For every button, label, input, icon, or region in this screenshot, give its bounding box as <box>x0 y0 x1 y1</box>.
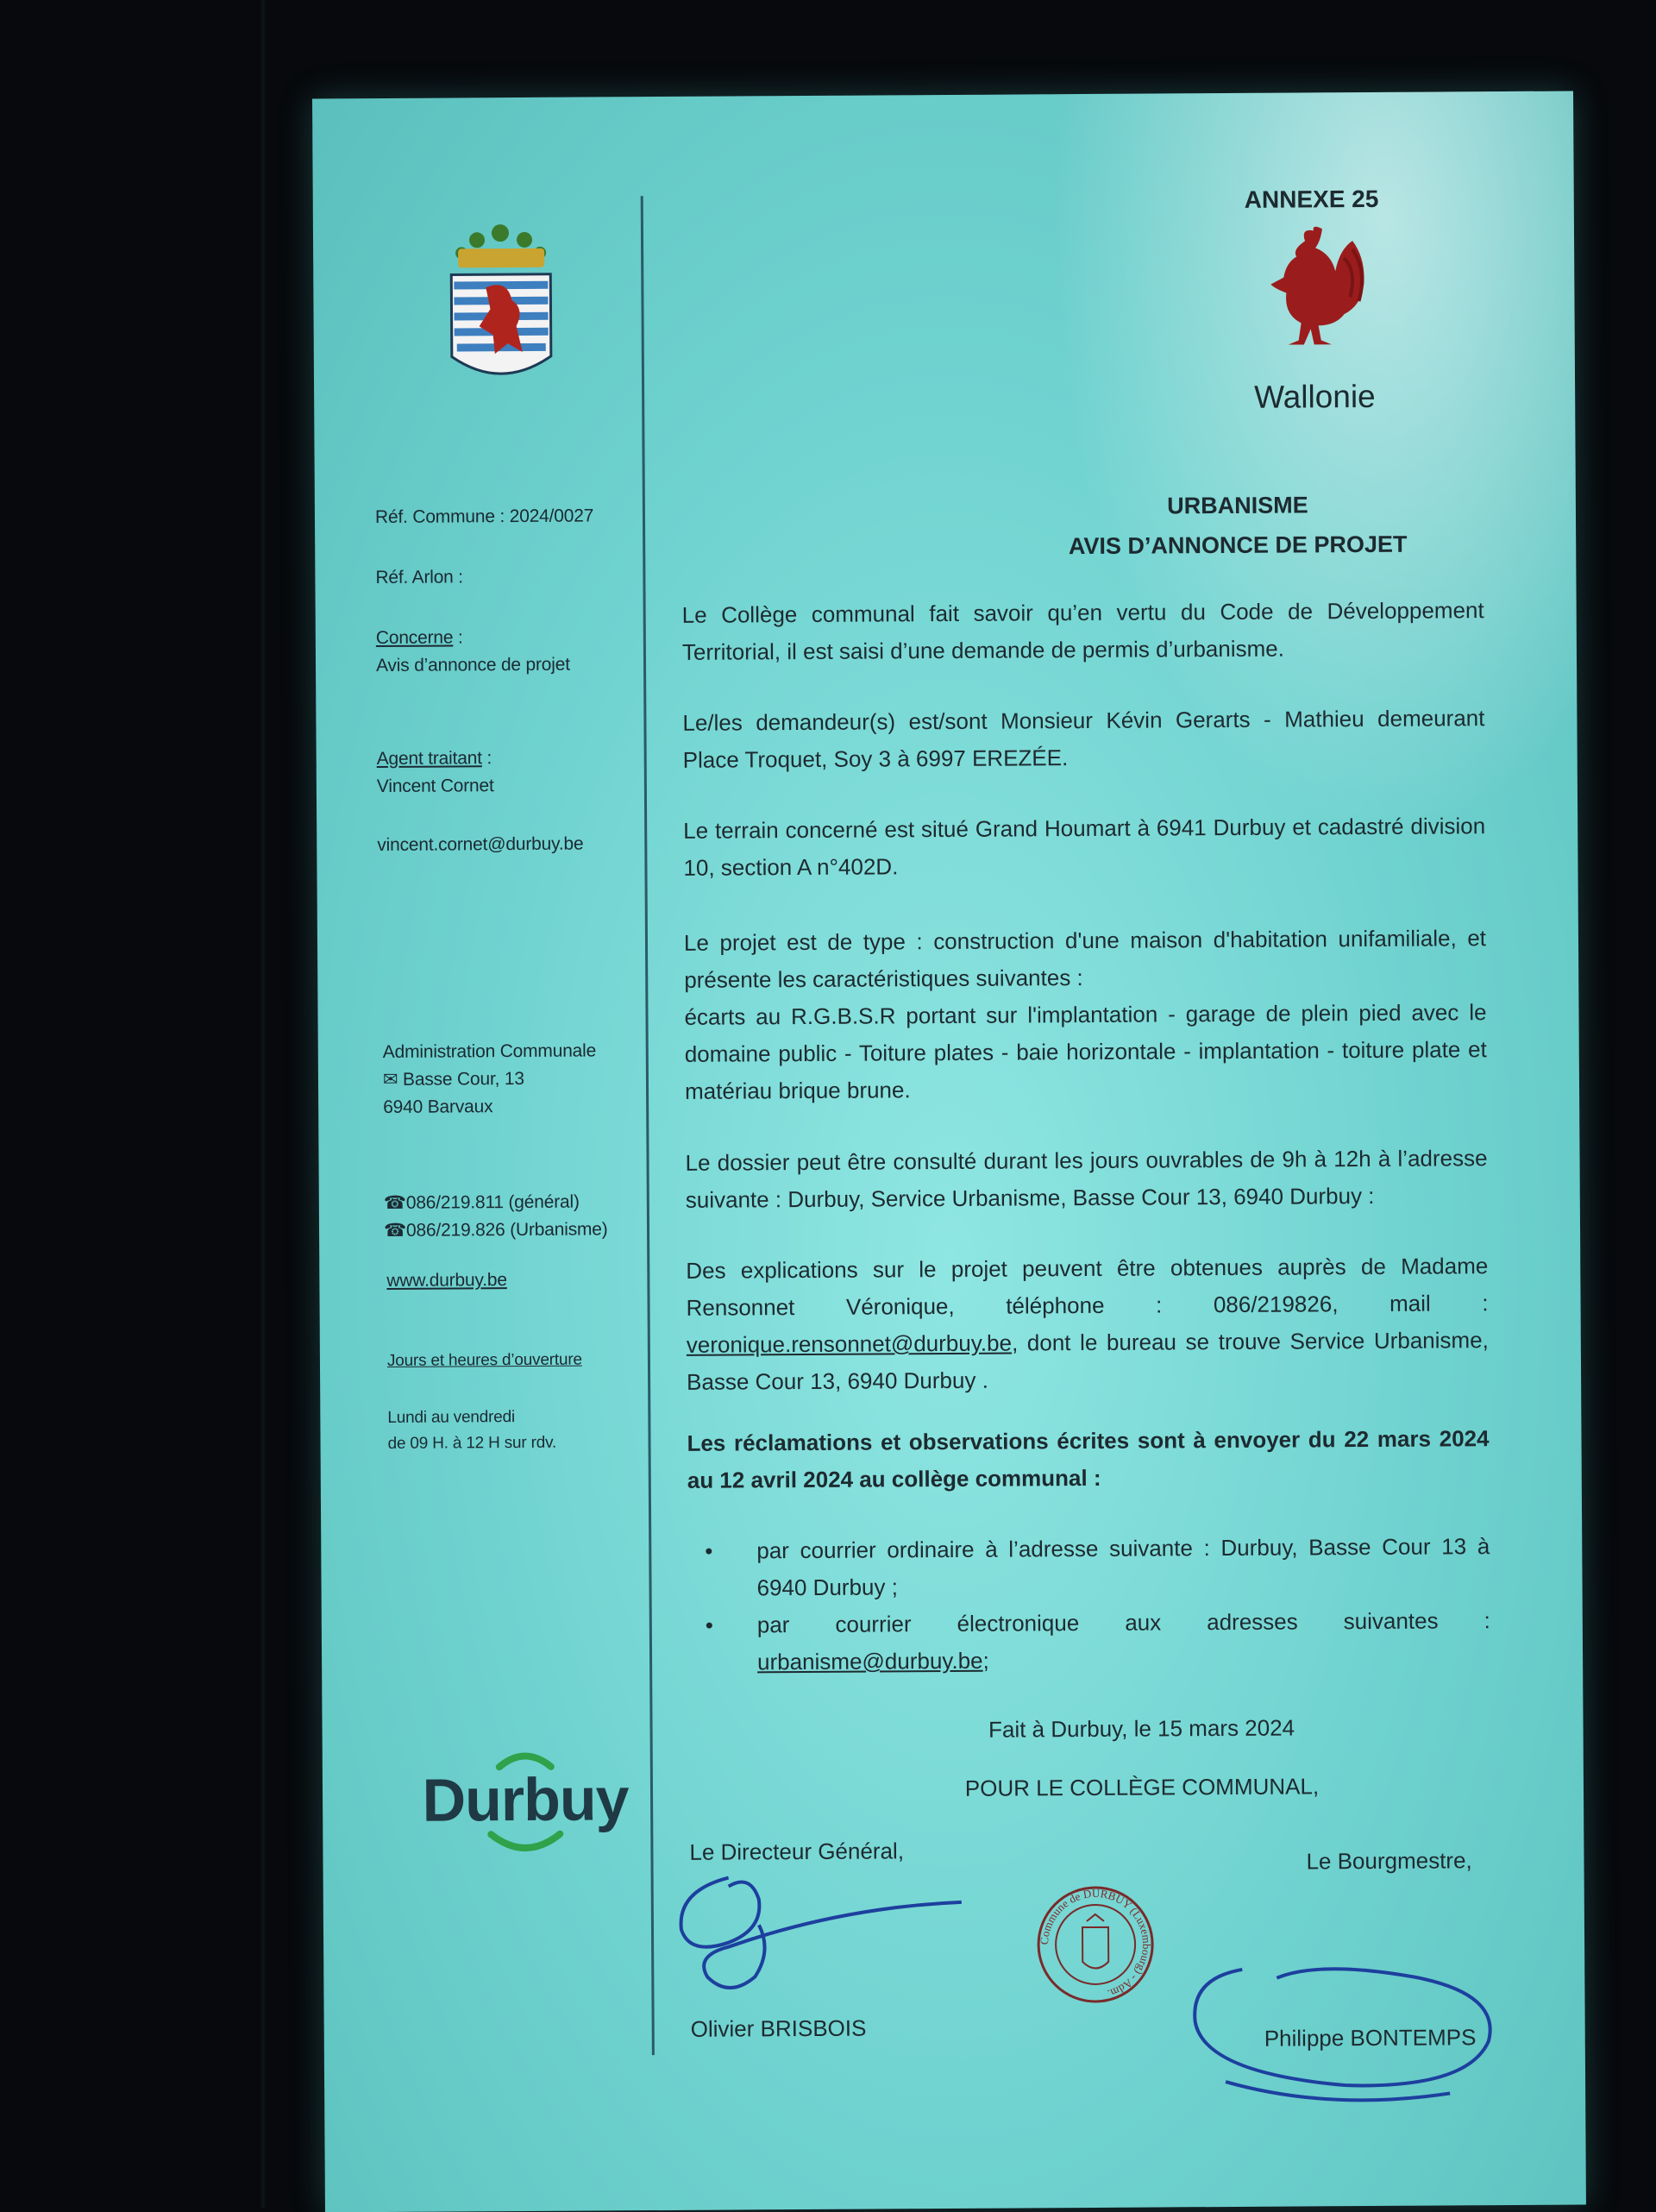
commune-seal <box>1031 1880 1161 2010</box>
bullet-email-text: par courrier électronique aux adresses suivantes : <box>756 1607 1490 1638</box>
paragraph-complaints: Les réclamations et observations écrites sont à envoyer du 22 mars 2024 au 12 avril 2024 au collège communal : <box>687 1425 1490 1493</box>
explanations-text: Des explications sur le projet peuvent être obtenues auprès de Madame Rensonnet Véronique, téléphone : 086/219826, mail : <box>686 1253 1489 1321</box>
opening-hours <box>387 1404 556 1457</box>
notice-poster <box>312 91 1586 2212</box>
director-title: Le Directeur Général, <box>689 1838 905 1865</box>
phone-general[interactable]: 086/219.811 (général) <box>405 1191 580 1213</box>
agent-colon: : <box>481 748 492 769</box>
website-link[interactable]: www.durbuy.be <box>386 1270 507 1291</box>
annexe-label: ANNEXE 25 <box>1244 185 1379 213</box>
mayor-title: Le Bourgmestre, <box>1306 1847 1472 1875</box>
durbuy-logo <box>417 1731 634 1863</box>
admin-street: Basse Cour, 13 <box>402 1068 524 1090</box>
bullet-email <box>688 1602 1491 1681</box>
reference-commune: Réf. Commune : 2024/0027 <box>374 506 594 528</box>
agent-label: Agent traitant <box>376 748 482 770</box>
coat-of-arms-icon <box>442 205 560 396</box>
rooster-icon <box>1253 223 1375 354</box>
college-line: POUR LE COLLÈGE COMMUNAL, <box>964 1773 1320 1801</box>
paragraph-explanations <box>686 1247 1489 1401</box>
concerne-colon: : <box>453 627 463 648</box>
phone-block <box>384 1188 608 1245</box>
logo-word: Durbuy <box>422 1765 629 1834</box>
paragraph-land: Le terrain concerné est situé Grand Houmart à 6941 Durbuy et cadastré division 10, section A n°402D. <box>683 813 1486 881</box>
bullet-postal <box>687 1528 1490 1607</box>
agent-name: Vincent Cornet <box>376 776 494 797</box>
paragraph-intro: Le Collège communal fait savoir qu’en vertu du Code de Développement Territorial, il est saisi d’une demande de permis d’urbanisme. <box>681 597 1484 665</box>
submission-methods <box>687 1528 1490 1681</box>
phone-urbanisme[interactable]: 086/219.826 (Urbanisme) <box>405 1219 608 1241</box>
display-frame-edge <box>259 0 267 2209</box>
title-line-1: URBANISME <box>1167 492 1308 519</box>
agent-email[interactable]: vincent.cornet@durbuy.be <box>377 833 584 856</box>
bullet-email-end: ; <box>982 1647 989 1674</box>
paragraph-applicant: Le/les demandeur(s) est/sont Monsieur Kévin Gerarts - Mathieu demeurant Place Troquet, Soy 3 à 6997 EREZÉE. <box>682 705 1485 773</box>
mayor-name: Philippe BONTEMPS <box>1264 2024 1477 2052</box>
reference-arlon: Réf. Arlon : <box>375 567 463 588</box>
concerne-label: Concerne <box>375 627 454 649</box>
opening-hours-title: Jours et heures d’ouverture <box>386 1350 582 1370</box>
phone-icon: ☎ <box>383 1192 406 1213</box>
admin-city: 6940 Barvaux <box>383 1097 493 1117</box>
concerne-value: Avis d’annonce de projet <box>375 654 570 676</box>
paragraph-consultation: Le dossier peut être consulté durant les jours ouvrables de 9h à 12h à l’adresse suivante : Durbuy, Service Urbanisme, Basse Cour 13, 6940 Durbuy : <box>685 1145 1488 1213</box>
notice-title <box>936 484 1540 567</box>
signature-date: Fait à Durbuy, le 15 mars 2024 <box>988 1714 1295 1743</box>
paragraph-project <box>684 920 1487 1110</box>
opening-time: de 09 H. à 12 H sur rdv. <box>387 1433 557 1453</box>
concerne-block <box>376 624 570 680</box>
director-name: Olivier BRISBOIS <box>690 2014 867 2042</box>
admin-block <box>383 1037 597 1122</box>
seal-text: Commune de DURBUY (Luxembourg) - Adm. <box>1037 1886 1154 2001</box>
project-type: Le projet est de type : construction d'une maison d'habitation unifamiliale, et présente les caractéristiques suivantes : <box>683 925 1487 993</box>
envelope-icon: ✉ <box>382 1069 398 1090</box>
admin-title: Administration Communale <box>382 1040 597 1062</box>
urbanisme-email-link[interactable]: urbanisme@durbuy.be <box>756 1647 983 1675</box>
contact-email-link[interactable]: veronique.rensonnet@durbuy.be <box>686 1329 1013 1358</box>
region-name: Wallonie <box>1254 378 1376 415</box>
opening-days: Lundi au vendredi <box>387 1408 516 1427</box>
title-line-2: AVIS D’ANNONCE DE PROJET <box>1068 531 1408 560</box>
director-signature <box>668 1855 979 2003</box>
column-divider <box>641 196 655 2055</box>
bullet-postal-text: par courrier ordinaire à l’adresse suivante : Durbuy, Basse Cour 13 à 6940 Durbuy ; <box>756 1533 1490 1601</box>
agent-block <box>377 745 494 801</box>
project-deviations: écarts au R.G.B.S.R portant sur l'implantation - garage de plein pied avec le domaine public - Toiture plates - baie horizontale - implantation - toiture plate et matériau brique brune. <box>684 999 1487 1104</box>
phone-icon: ☎ <box>383 1220 407 1241</box>
explanations-text-end: , dont le bureau se trouve Service Urbanisme, Basse Cour 13, 6940 Durbuy . <box>687 1327 1489 1395</box>
